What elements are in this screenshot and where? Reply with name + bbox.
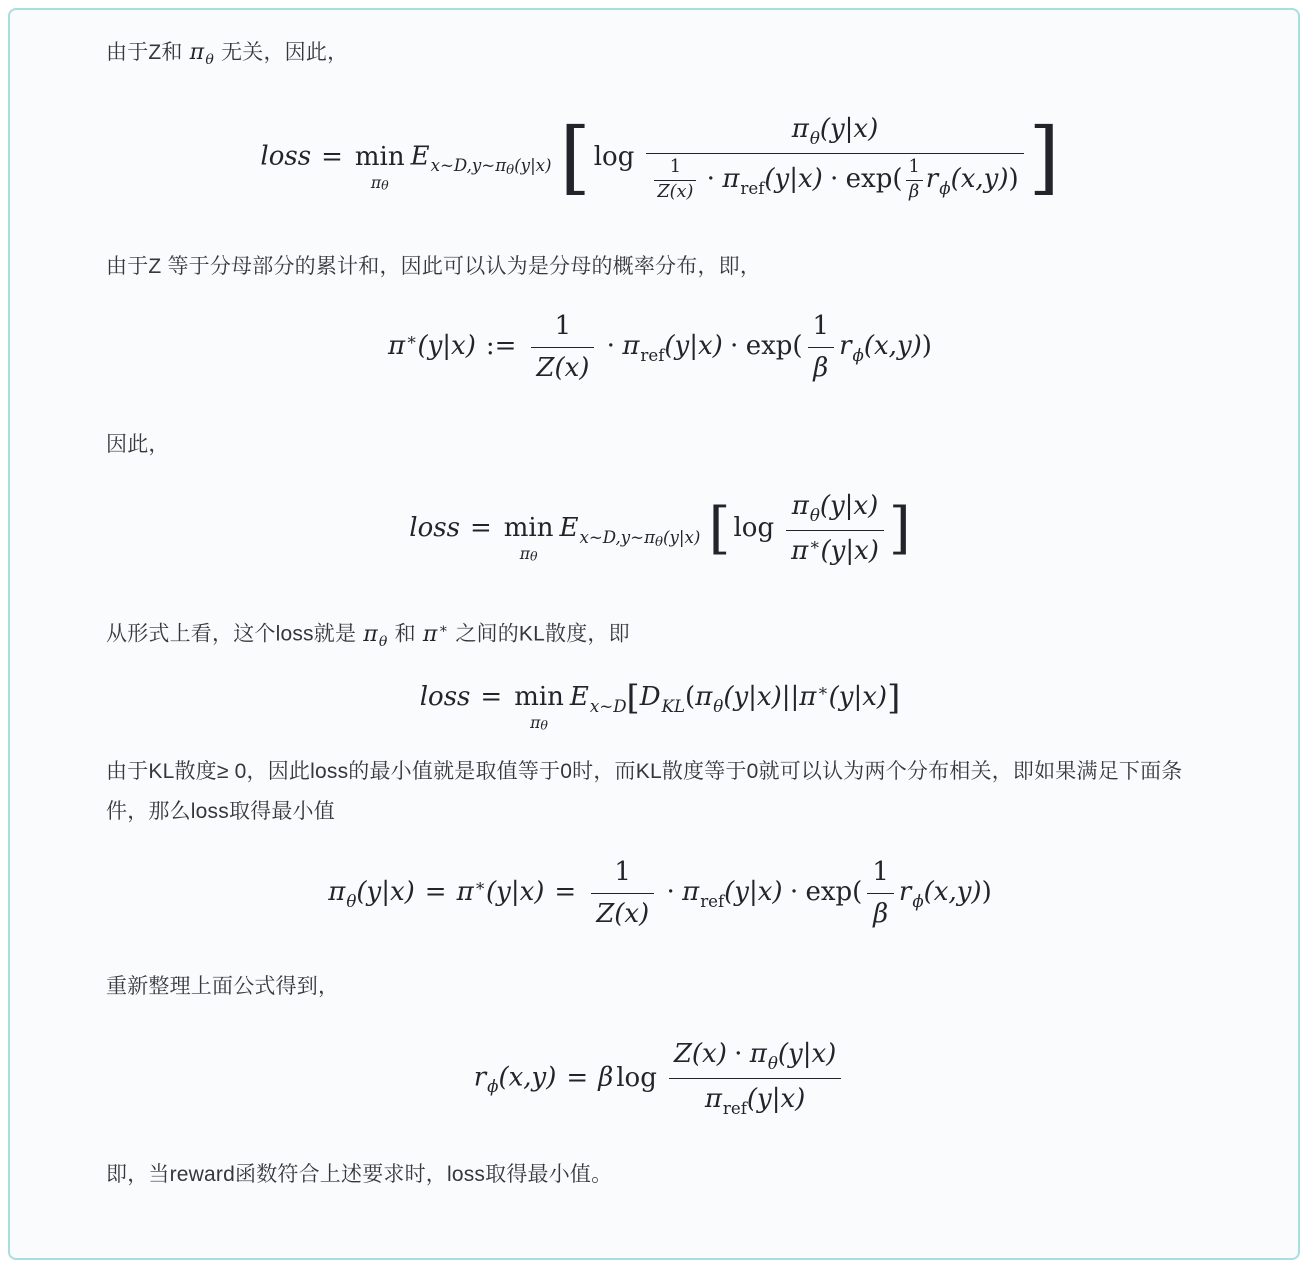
equation-optimal-policy: $\pi_\theta(y|x) = \pi^∗(y|x)$ = $\frac{1}{Z(x)}$ ⋅ $\pi_{ref}(y|x) \cdot \exp$( $\frac{1}{\beta}$ $r_\phi(x,y)$): [328, 857, 992, 929]
paragraph-text: 重新整理上面公式得到，: [106, 975, 340, 999]
right-bracket: ]: [887, 678, 901, 718]
paragraph-rearrange: [106, 970, 1214, 1004]
inline-math-pi-theta: $\pi_\theta$: [363, 621, 388, 651]
left-bracket: [: [626, 678, 640, 718]
inline-math-pi-star: π∗: [422, 621, 449, 647]
min-operator: min πθ: [503, 513, 554, 564]
paragraph-z-denominator-sum: [106, 250, 1214, 284]
min-operator: min πθ: [514, 682, 564, 733]
paragraph-text: 由于Z和: [106, 41, 189, 64]
one-over-Z: $\frac{1}{Z(x)}$: [654, 158, 696, 202]
log-fraction: $\frac{\pi_\theta(y|x)}{\pi^∗(y|x)}$: [786, 490, 884, 568]
expectation-subscript: x∼D,y∼πθ(y|x): [430, 156, 552, 179]
paragraph-kl-divergence-form: [106, 612, 1214, 659]
paragraph-text: 由于KL散度≥ 0，因此loss的最小值就是取值等于0时，而KL散度等于0就可以认为两个分布相关，即如果满足下面条件，那么loss取得最小值: [106, 760, 1183, 824]
equation-loss-expanded: loss = min πθ $E_{x\sim D,y\sim\pi\theta(y|x)}$ [ log $\pi_\theta(y|x)$ $\frac{1}{Z(x)}$ ⋅ $\pi_{ref}(y|x) \cdot \exp$( $\frac{1}{\beta}$ $r_\phi(x,y)$) ]: [260, 110, 1060, 204]
paragraph-z-independent: [106, 36, 1214, 77]
inline-math-pi-theta: $\pi_\theta$: [189, 40, 215, 69]
equation-loss-ratio: loss = min πθ $E_{x\sim D,y\sim\pi\theta(y|x)}$ [ log $\frac{\pi_\theta(y|x)}{\pi^∗(y|x)}$ ]: [409, 491, 911, 567]
equation-reward-function: $r_\phi(x,y) = \beta$ log $\frac{Z(x) \cdot \pi_\theta(y|x)}{\pi_{ref}(y|x)}$: [106, 1038, 1214, 1119]
one-over-Z: $\frac{1}{Z(x)}$: [591, 856, 654, 930]
paragraph-text: 因此，: [106, 433, 170, 457]
left-bracket: [: [559, 110, 591, 204]
paragraph-text: 和: [388, 622, 422, 646]
right-bracket: ]: [888, 496, 911, 562]
log-fraction: $\frac{Z(x) \cdot \pi_\theta(y|x)}{\pi_{ref}(y|x)}$: [669, 1038, 841, 1119]
expectation-subscript: x∼D: [589, 696, 627, 716]
right-bracket: ]: [1028, 110, 1060, 204]
paragraph-therefore: [106, 428, 1214, 462]
equation-pi-star-definition: π∗(y|x) := $\frac{1}{Z(x)}$ ⋅ $\pi_{ref}(y|x) \cdot \exp$( $\frac{1}{\beta}$ $r_\phi(x,y)$): [388, 311, 932, 383]
log-fraction: $\pi_\theta(y|x)$ $\frac{1}{Z(x)}$ ⋅ $\pi_{ref}(y|x) \cdot \exp$( $\frac{1}{\beta}$ $r_\phi(x,y)$): [646, 113, 1023, 202]
paragraph-conclusion: [106, 1158, 1214, 1192]
paragraph-text: 从形式上看，这个loss就是: [106, 622, 363, 646]
paragraph-text: 即，当reward函数符合上述要求时，loss取得最小值。: [106, 1162, 613, 1186]
one-over-beta: $\frac{1}{\beta}$: [808, 310, 835, 384]
article-card: [8, 8, 1300, 1260]
expectation-subscript: x∼D,y∼πθ(y|x): [579, 527, 701, 550]
left-bracket: [: [708, 496, 731, 562]
paragraph-text: 之间的KL散度，即: [449, 622, 630, 646]
equation-loss-kl: loss = min πθ $E_{x\sim D}[D_{KL}(\pi_\theta(y|x)||\pi^∗(y|x)]$: [419, 678, 901, 733]
paragraph-kl-nonnegative: [106, 752, 1214, 832]
paragraph-text: 无关，因此，: [215, 41, 349, 64]
one-over-Z: $\frac{1}{Z(x)}$: [531, 310, 594, 384]
one-over-beta: $\frac{1}{\beta}$: [906, 158, 923, 202]
paragraph-text: 由于Z 等于分母部分的累计和，因此可以认为是分母的概率分布，即，: [106, 255, 762, 279]
one-over-beta: $\frac{1}{\beta}$: [867, 856, 894, 930]
min-operator: min πθ: [354, 141, 405, 193]
